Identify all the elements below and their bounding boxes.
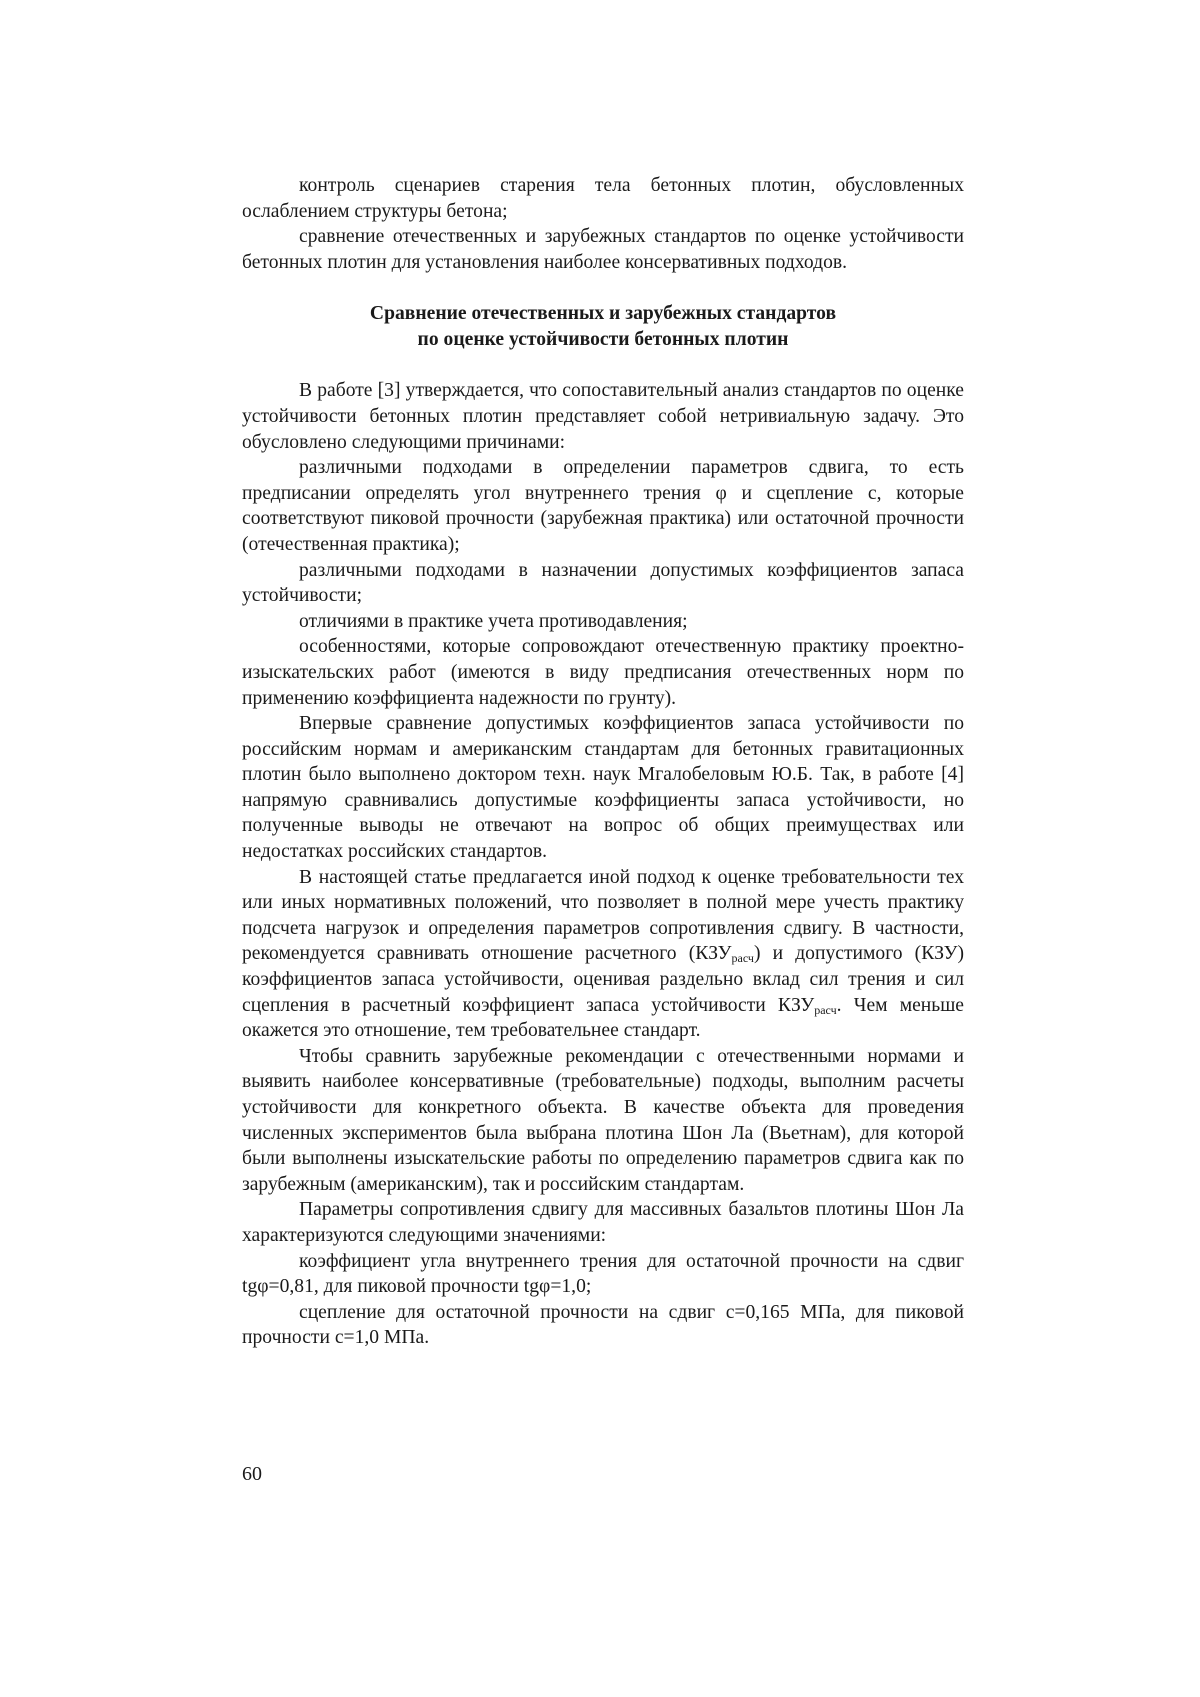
paragraph: В работе [3] утверждается, что сопоставительный анализ стандартов по оценке устойчивости бетонных плотин представляет собой нетривиальную задачу. Это обусловлено следующими причинами:: [242, 380, 964, 453]
paragraph: сравнение отечественных и зарубежных стандартов по оценке устойчивости бетонных плотин для установления наиболее консервативных подходов.: [242, 226, 964, 273]
text-run: . Чем меньше окажется это отношение, тем требовательнее стандарт.: [242, 994, 964, 1042]
list-item: коэффициент угла внутреннего трения для остаточной прочности на сдвиг tgφ=0,81, для пиковой прочности tgφ=1,0;: [242, 1250, 964, 1298]
text-run: В настоящей статье предлагается иной подход к оценке требовательности тех или иных нормативных положений, что позволяет в полной мере учесть практику подсчета нагрузок и определения параметров сопротивления сдвигу. В частности, рекомендуется сравнивать отношение расчетного (КЗУ: [242, 866, 964, 965]
list-item: различными подходами в определении параметров сдвига, то есть предписании определять угол внутреннего трения φ и сцепление c, которые соответствуют пиковой прочности (зарубежная практика) или остаточной прочности (отечественная практика);: [242, 457, 964, 555]
list-item: отличиями в практике учета противодавления;: [299, 610, 688, 632]
paragraph: [242, 865, 964, 1044]
section-heading-line: Сравнение отечественных и зарубежных стандартов: [369, 303, 837, 325]
subscript: расч: [814, 1002, 837, 1017]
paragraph: контроль сценариев старения тела бетонных плотин, обусловленных ослаблением структуры бетона;: [242, 175, 964, 222]
page-number: 60: [242, 1463, 262, 1485]
paragraph: Чтобы сравнить зарубежные рекомендации с отечественными нормами и выявить наиболее консервативные (требовательные) подходы, выполним расчеты устойчивости для конкретного объекта. В качестве объекта для проведения численных экспериментов была выбрана плотина Шон Ла (Вьетнам), для которой были выполнены изыскательские работы по определению параметров сдвига как по зарубежным (американским), так и российским стандартам.: [242, 1045, 964, 1195]
text-run: ) и допустимого (КЗУ) коэффициентов запаса устойчивости, оценивая раздельно вклад сил трения и сил сцепления в расчетный коэффициент запаса устойчивости КЗУ: [242, 943, 964, 1016]
section-heading: [242, 301, 964, 353]
section-heading-line: по оценке устойчивости бетонных плотин: [417, 329, 789, 351]
subscript: расч: [731, 951, 754, 966]
list-item: сцепление для остаточной прочности на сдвиг c=0,165 МПа, для пиковой прочности c=1,0 МПа.: [242, 1301, 964, 1349]
paragraph: Впервые сравнение допустимых коэффициентов запаса устойчивости по российским нормам и американским стандартам для бетонных гравитационных плотин было выполнено доктором техн. наук Мгалобеловым Ю.Б. Так, в работе [4] напрямую сравнивались допустимые коэффициенты запаса устойчивости, но полученные выводы не отвечают на вопрос об общих преимуществах или недостатках российских стандартов.: [242, 713, 964, 863]
list-item: различными подходами в назначении допустимых коэффициентов запаса устойчивости;: [242, 559, 964, 607]
paragraph: Параметры сопротивления сдвигу для массивных базальтов плотины Шон Ла характеризуются следующими значениями:: [242, 1199, 964, 1246]
list-item: особенностями, которые сопровождают отечественную практику проектно-изыскательских работ (имеются в виду предписания отечественных норм по применению коэффициента надежности по грунту).: [242, 636, 964, 709]
page-content: [242, 173, 964, 1351]
